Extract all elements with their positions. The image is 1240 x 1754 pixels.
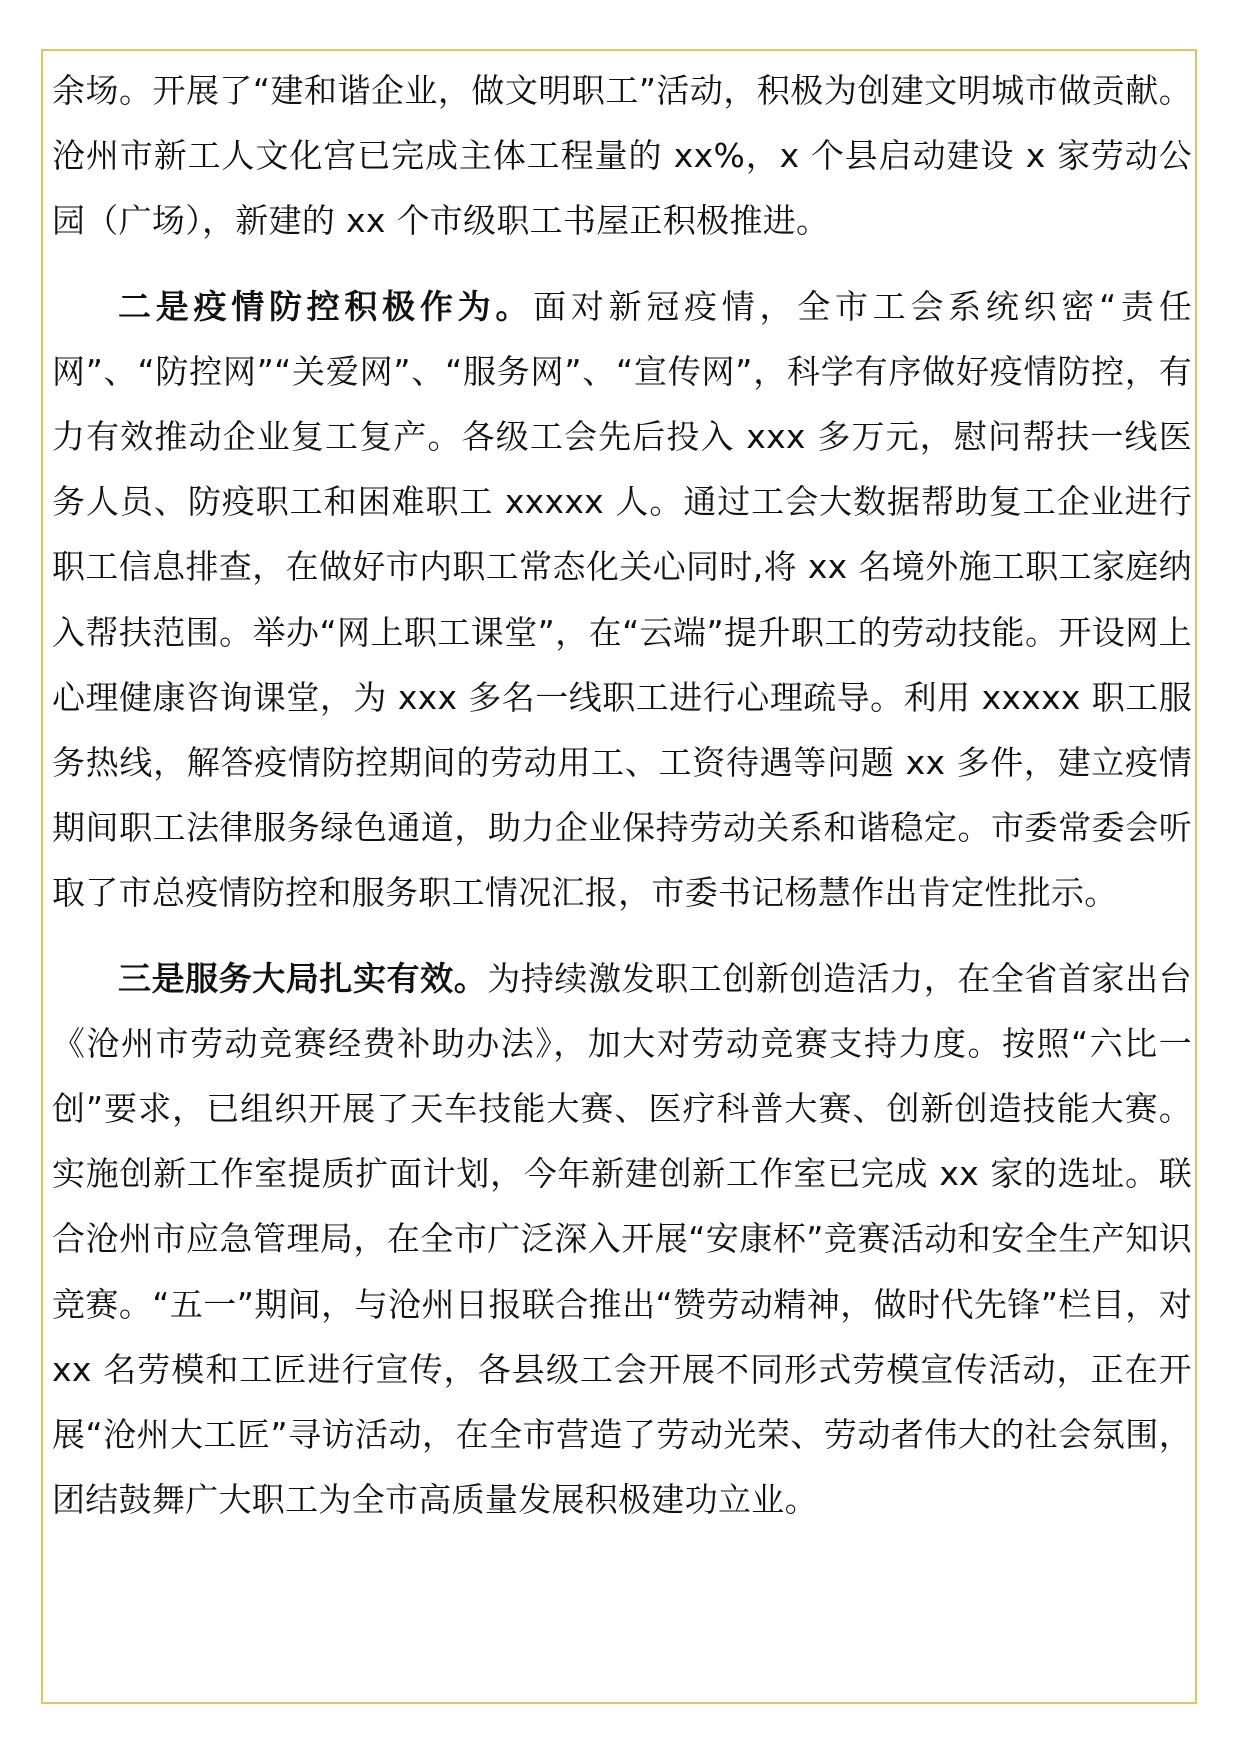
paragraph-serving-overall [52, 946, 1192, 1533]
document-body [52, 58, 1192, 1532]
paragraph-text: 面对新冠疫情，全市工会系统织密“责任网”、“防控网”“关爱网”、“服务网”、“宣传网”，科学有序做好疫情防控，有力有效推动企业复工复产。各级工会先后投入 xxx 多万元，慰问帮扶一线医务人员、防疫职工和困难职工 xxxxx 人。通过工会大数据帮助复工企业进行职工信息排查，在做好市内职工常态化关心同时,将 xx 名境外施工职工家庭纳入帮扶范围。举办“网上职工课堂”，在“云端”提升职工的劳动技能。开设网上心理健康咨询课堂，为 xxx 多名一线职工进行心理疏导。利用 xxxxx 职工服务热线，解答疫情防控期间的劳动用工、工资待遇等问题 xx 多件，建立疫情期间职工法律服务绿色通道，助力企业保持劳动关系和谐稳定。市委常委会听取了市总疫情防控和服务职工情况汇报，市委书记杨慧作出肯定性批示。 [52, 286, 1192, 913]
paragraph-text: 余场。开展了“建和谐企业，做文明职工”活动，积极为创建文明城市做贡献。沧州市新工人文化宫已完成主体工程量的 xx%，x 个县启动建设 x 家劳动公园（广场），新建的 xx 个市级职工书屋正积极推进。 [52, 71, 1192, 241]
paragraph-text: 为持续激发职工创新创造活力，在全省首家出台《沧州市劳动竞赛经费补助办法》，加大对劳动竞赛支持力度。按照“六比一创”要求，已组织开展了天车技能大赛、医疗科普大赛、创新创造技能大赛。实施创新工作室提质扩面计划，今年新建创新工作室已完成 xx 家的选址。联合沧州市应急管理局，在全市广泛深入开展“安康杯”竞赛活动和安全生产知识竞赛。“五一”期间，与沧州日报联合推出“赞劳动精神，做时代先锋”栏目，对 xx 名劳模和工匠进行宣传，各县级工会开展不同形式劳模宣传活动，正在开展“沧州大工匠”寻访活动，在全市营造了劳动光荣、劳动者伟大的社会氛围，团结鼓舞广大职工为全市高质量发展积极建功立业。 [52, 958, 1192, 1520]
paragraph-epidemic-prevention [52, 274, 1192, 926]
paragraph-heading-epidemic: 二是疫情防控积极作为。 [118, 286, 534, 326]
paragraph-continuation [52, 58, 1192, 254]
paragraph-heading-service: 三是服务大局扎实有效。 [118, 958, 488, 998]
